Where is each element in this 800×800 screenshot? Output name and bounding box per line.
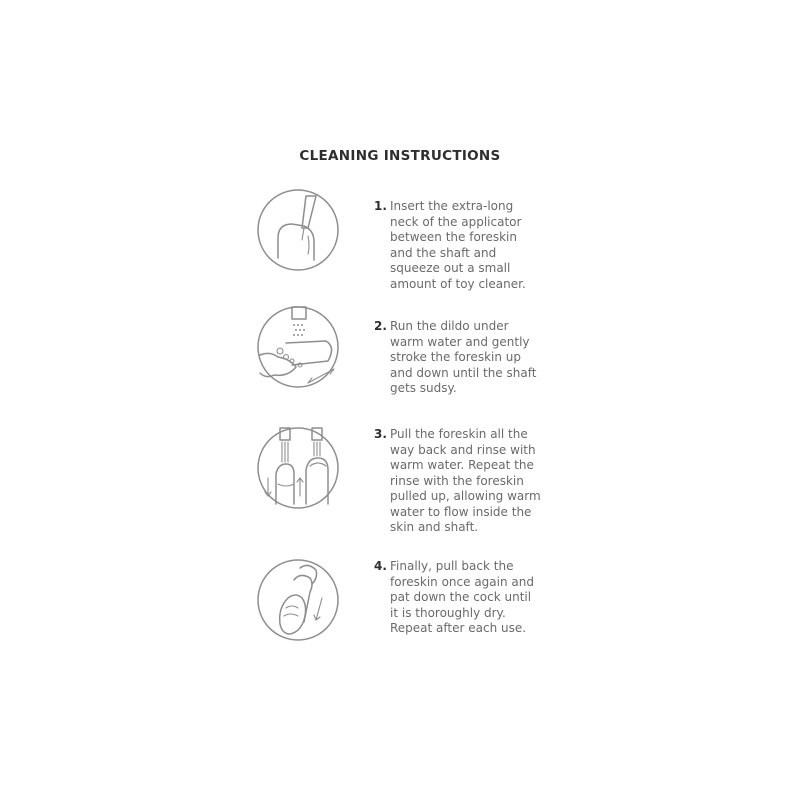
step-number: 1. [374, 199, 387, 213]
step-4 [374, 559, 564, 637]
step-number: 4. [374, 559, 387, 573]
step-text: Pull the foreskin all the way back and rinse with warm water. Repeat the rinse with the foreskin pulled up, allowing warm water to flow inside the skin and shaft. [390, 427, 541, 534]
step-3 [374, 427, 564, 536]
page-title: CLEANING INSTRUCTIONS [299, 148, 501, 164]
step-text: Run the dildo under warm water and gently stroke the foreskin up and down until the shaft gets sudsy. [390, 319, 537, 395]
pat-dry-icon [256, 558, 340, 642]
step-number: 3. [374, 427, 387, 441]
applicator-icon [256, 188, 340, 272]
step-2 [374, 319, 564, 397]
step-1 [374, 199, 564, 292]
step-number: 2. [374, 319, 387, 333]
step-text: Finally, pull back the foreskin once again and pat down the cock until it is thoroughly dry. Repeat after each use. [390, 559, 534, 635]
washing-under-water-icon [256, 305, 340, 389]
rinsing-icon [256, 426, 340, 510]
step-text: Insert the extra-long neck of the applicator between the foreskin and the shaft and squeeze out a small amount of toy cleaner. [390, 199, 526, 291]
